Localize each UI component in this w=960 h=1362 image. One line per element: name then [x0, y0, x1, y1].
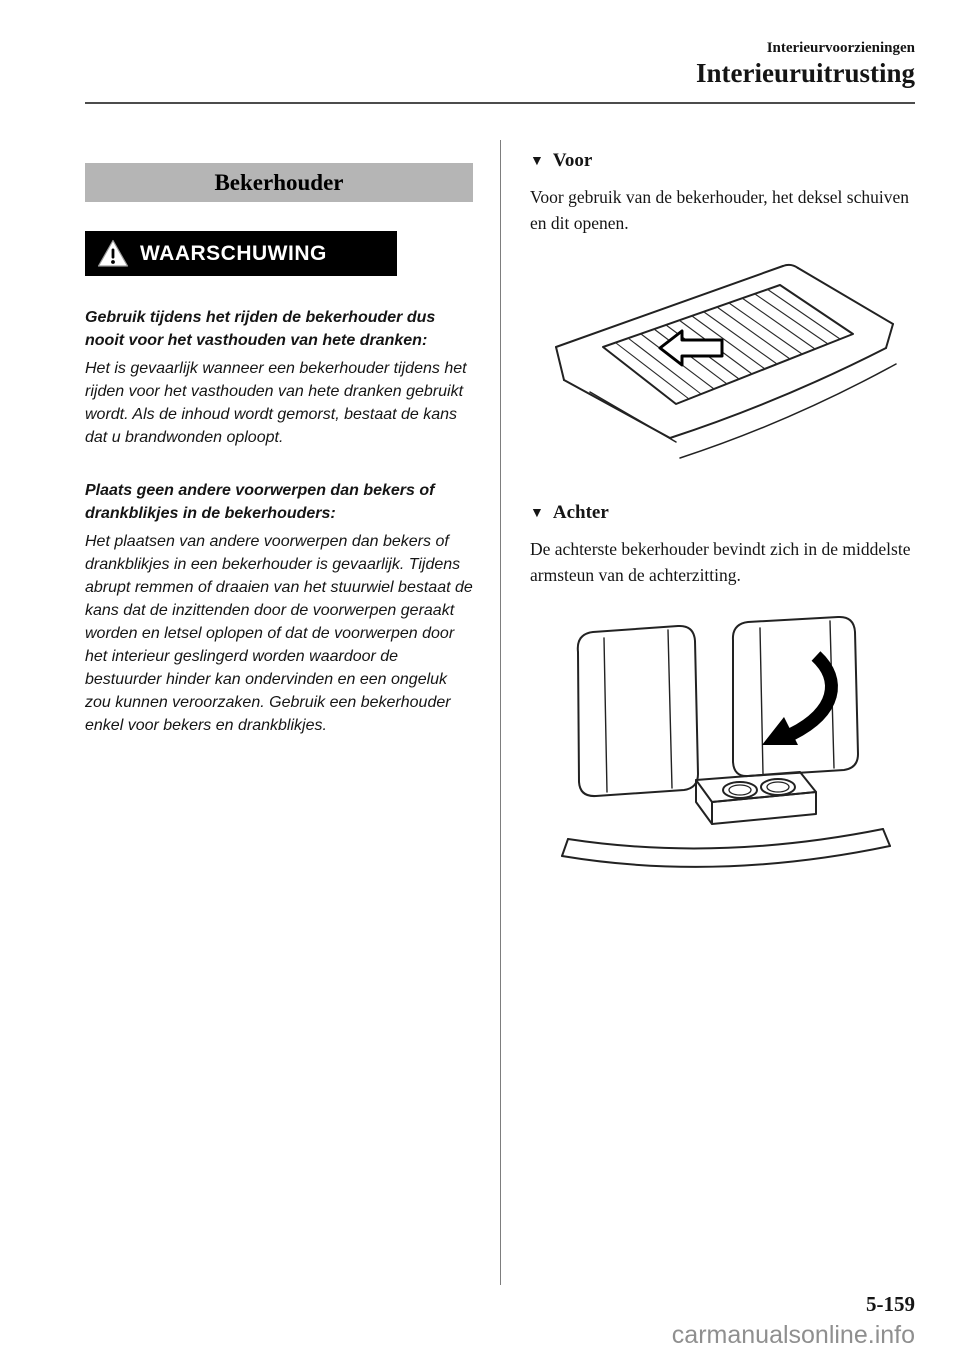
- rear-cupholder-illustration: [530, 604, 916, 894]
- watermark: carmanualsonline.info: [671, 1321, 915, 1349]
- subsection-front-title-label: Voor: [552, 150, 593, 171]
- warning-body-1: Het is gevaarlijk wanneer een bekerhouder tijdens het rijden voor het vasthouden van hete dranken gebruikt wordt. Als de inhoud wordt gemorst, bestaat de kans dat u brandwonden oploopt.: [85, 360, 467, 446]
- left-column: [85, 163, 473, 737]
- warning-banner: [85, 231, 397, 276]
- front-cupholder-illustration: [530, 252, 916, 480]
- header-divider: [85, 102, 915, 104]
- page-title: Interieuruitrusting: [696, 58, 915, 88]
- subsection-rear-body: De achterste bekerhouder bevindt zich in de middelste armsteun van de achterzitting.: [530, 539, 911, 585]
- warning-label: WAARSCHUWING: [140, 241, 327, 265]
- section-title-box: [85, 163, 473, 202]
- subsection-front-body: Voor gebruik van de bekerhouder, het deksel schuiven en dit openen.: [530, 187, 910, 233]
- subsection-rear-title: [530, 502, 916, 524]
- section-marker-icon: ▼: [530, 506, 544, 521]
- subsection-rear: [530, 502, 916, 894]
- subsection-rear-title-label: Achter: [552, 502, 609, 523]
- open-armrest-arrow: [762, 656, 831, 745]
- section-title-label: Bekerhouder: [214, 169, 344, 195]
- section-marker-icon: ▼: [530, 154, 544, 169]
- right-column: [530, 150, 916, 904]
- page-number: 5-159: [866, 1292, 915, 1316]
- warning-body-2: Het plaatsen van andere voorwerpen dan bekers of drankblikjes in een bekerhouder is gevaarlijk. Tijdens abrupt remmen of draaien van het stuurwiel bestaat de kans dat de inzittenden door de voorwerpen geraakt worden en letsel oplopen of dat de voorwerpen door het interieur geslingerd worden waardoor de bestuurder hinder kan ondervinden en een ongeluk zou kunnen veroorzaken. Gebruik een bekerhouder enkel voor bekers en drankblikjes.: [85, 533, 473, 734]
- subsection-front: [530, 150, 916, 480]
- warning-triangle-icon: [97, 239, 129, 268]
- subsection-front-title: [530, 150, 916, 172]
- warning-heading-1: Gebruik tijdens het rijden de bekerhouder dus nooit voor het vasthouden van hete dranken:: [85, 309, 436, 349]
- warning-heading-2: Plaats geen andere voorwerpen dan bekers of drankblikjes in de bekerhouders:: [85, 482, 435, 522]
- column-divider: [500, 140, 501, 1285]
- breadcrumb: Interieurvoorzieningen: [766, 40, 915, 56]
